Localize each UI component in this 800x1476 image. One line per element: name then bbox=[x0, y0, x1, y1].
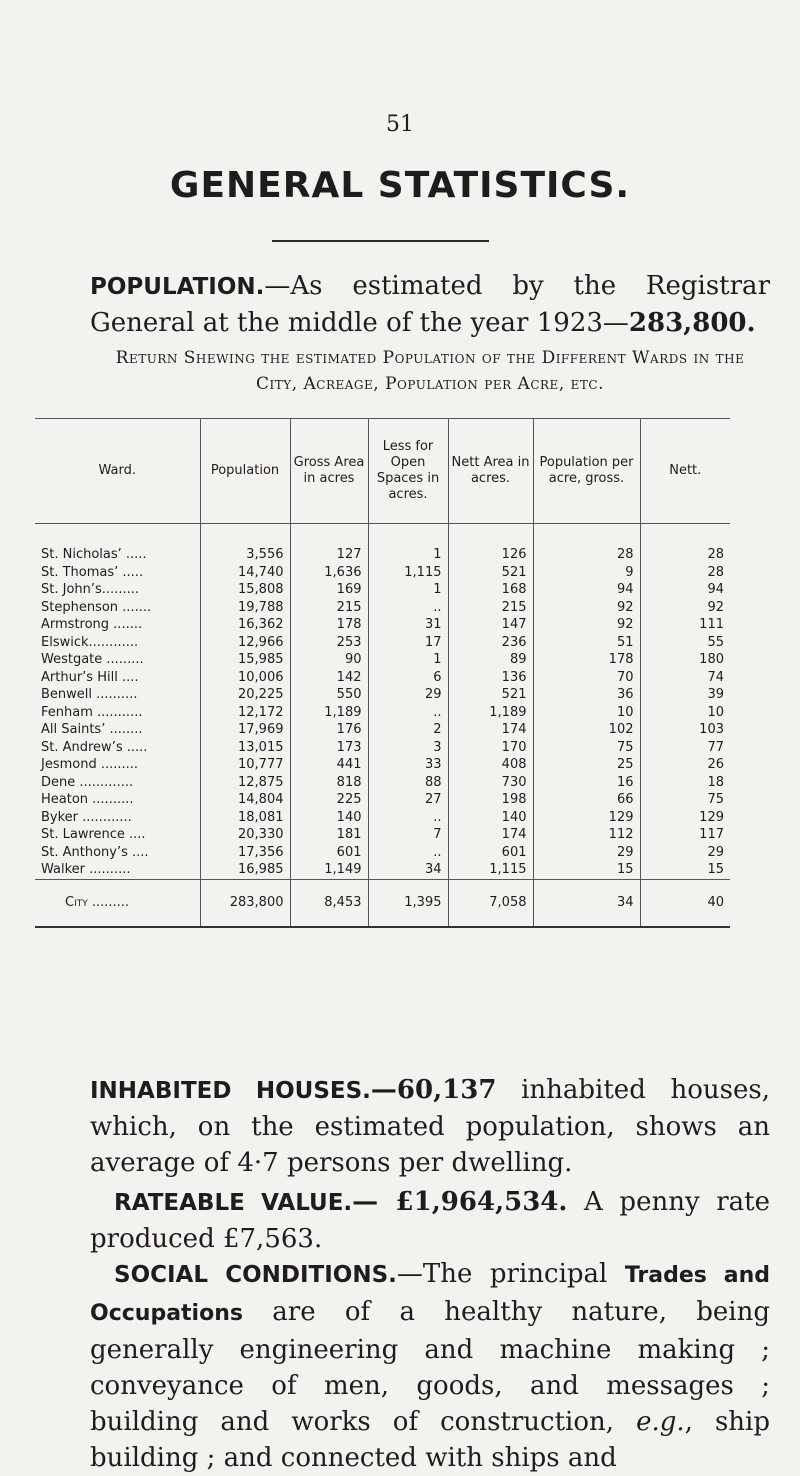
title-rule bbox=[272, 240, 489, 242]
social-eg: e.g. bbox=[636, 1407, 685, 1437]
cell-per-acre-nett: 117 bbox=[699, 827, 724, 843]
social-text-3: , ship building ; and connected with ships and bbox=[90, 1407, 770, 1473]
cell-population: 283,800 bbox=[200, 879, 290, 927]
cell-open-spaces: 29 bbox=[368, 686, 448, 704]
cell-gross-area: 253 bbox=[290, 634, 368, 652]
cell-gross-area: 140 bbox=[290, 809, 368, 827]
header-nett-area: Nett Area in acres. bbox=[448, 419, 533, 524]
cell-per-acre-gross: 10 bbox=[533, 704, 640, 722]
cell-ward: Heaton .......... bbox=[35, 791, 200, 809]
cell-ward: St. Andrew’s ..... bbox=[35, 739, 200, 757]
cell-nett-area: 521 bbox=[448, 686, 533, 704]
cell-open-spaces: 34 bbox=[368, 861, 448, 879]
rateable-paragraph bbox=[90, 1184, 770, 1257]
cell-open-spaces: 1 bbox=[368, 651, 448, 669]
cell-per-acre-gross: 15 bbox=[533, 861, 640, 879]
cell-population: 14,804 bbox=[200, 791, 290, 809]
table-caption: Return Shewing the estimated Population of the Different Wards in the City, Acreage, Population per Acre, etc. bbox=[115, 348, 745, 394]
cell-population: 20,330 bbox=[200, 826, 290, 844]
cell-open-spaces: 1 bbox=[368, 581, 448, 599]
cell-ward: Byker ............ bbox=[35, 809, 200, 827]
cell-ward: Elswick............ bbox=[35, 634, 200, 652]
cell-population: 16,985 bbox=[200, 861, 290, 879]
cell-population: 12,172 bbox=[200, 704, 290, 722]
rateable-figure: — £1,964,534. bbox=[352, 1187, 568, 1217]
cell-nett-area: 1,189 bbox=[448, 704, 533, 722]
cell-ward: Walker .......... bbox=[35, 861, 200, 879]
cell-ward: St. Lawrence .... bbox=[35, 826, 200, 844]
header-nett: Nett. bbox=[640, 419, 730, 524]
table-row bbox=[35, 669, 730, 687]
cell-per-acre-nett: 40 bbox=[640, 879, 730, 927]
table-row bbox=[35, 756, 730, 774]
cell-nett-area: 198 bbox=[448, 791, 533, 809]
cell-gross-area: 142 bbox=[290, 669, 368, 687]
cell-population: 3,556 bbox=[200, 524, 290, 564]
social-paragraph bbox=[90, 1256, 770, 1476]
cell-per-acre-nett: 129 bbox=[699, 809, 724, 825]
cell-open-spaces: .. bbox=[368, 704, 448, 722]
cell-gross-area: 1,636 bbox=[290, 564, 368, 582]
table-header-row bbox=[35, 419, 730, 524]
cell-nett-area: 521 bbox=[448, 564, 533, 582]
cell-open-spaces: 1 bbox=[368, 524, 448, 564]
cell-ward: Dene ............. bbox=[35, 774, 200, 792]
cell-nett-area: 236 bbox=[448, 634, 533, 652]
cell-per-acre-nett: 74 bbox=[707, 669, 724, 685]
cell-per-acre-gross: 25 bbox=[533, 756, 640, 774]
cell-gross-area: 181 bbox=[290, 826, 368, 844]
table-row bbox=[35, 524, 730, 564]
cell-gross-area: 225 bbox=[290, 791, 368, 809]
cell-per-acre-gross: 70 bbox=[533, 669, 640, 687]
inhabited-figure: —60,137 bbox=[370, 1075, 497, 1105]
cell-per-acre-nett: 92 bbox=[707, 599, 724, 615]
social-trades: Trades and Occupations bbox=[90, 1263, 771, 1326]
cell-gross-area: 601 bbox=[290, 844, 368, 862]
cell-per-acre-gross: 9 bbox=[533, 564, 640, 582]
header-population: Population bbox=[200, 419, 290, 524]
cell-per-acre-gross: 92 bbox=[533, 616, 640, 634]
population-table bbox=[35, 418, 730, 928]
cell-per-acre-gross: 36 bbox=[533, 686, 640, 704]
rateable-heading: RATEABLE VALUE. bbox=[114, 1190, 353, 1216]
cell-per-acre-nett: 28 bbox=[707, 564, 724, 580]
cell-gross-area: 176 bbox=[290, 721, 368, 739]
cell-nett-area: 170 bbox=[448, 739, 533, 757]
cell-open-spaces: 7 bbox=[368, 826, 448, 844]
cell-per-acre-gross: 178 bbox=[533, 651, 640, 669]
cell-population: 19,788 bbox=[200, 599, 290, 617]
cell-per-acre-gross: 16 bbox=[533, 774, 640, 792]
cell-gross-area: 8,453 bbox=[290, 879, 368, 927]
header-open-spaces: Less for Open Spaces in acres. bbox=[368, 419, 448, 524]
cell-open-spaces: 33 bbox=[368, 756, 448, 774]
cell-nett-area: 215 bbox=[448, 599, 533, 617]
cell-gross-area: 441 bbox=[290, 756, 368, 774]
table-row bbox=[35, 721, 730, 739]
table-row bbox=[35, 739, 730, 757]
cell-per-acre-gross: 29 bbox=[533, 844, 640, 862]
header-gross-area: Gross Area in acres bbox=[290, 419, 368, 524]
cell-ward: St. Thomas’ ..... bbox=[35, 564, 200, 582]
cell-per-acre-nett: 103 bbox=[699, 722, 724, 738]
cell-open-spaces: 31 bbox=[368, 616, 448, 634]
cell-population: 15,808 bbox=[200, 581, 290, 599]
cell-ward: Fenham ........... bbox=[35, 704, 200, 722]
page-number: 51 bbox=[386, 112, 414, 137]
cell-per-acre-nett: 26 bbox=[707, 757, 724, 773]
cell-open-spaces: 27 bbox=[368, 791, 448, 809]
page-title: GENERAL STATISTICS. bbox=[169, 165, 631, 206]
cell-per-acre-nett: 10 bbox=[707, 704, 724, 720]
table-row bbox=[35, 704, 730, 722]
table-row bbox=[35, 599, 730, 617]
cell-population: 10,777 bbox=[200, 756, 290, 774]
table-row bbox=[35, 581, 730, 599]
table-row bbox=[35, 774, 730, 792]
cell-open-spaces: 3 bbox=[368, 739, 448, 757]
cell-per-acre-nett: 28 bbox=[707, 547, 724, 563]
population-paragraph bbox=[90, 268, 770, 341]
cell-nett-area: 7,058 bbox=[448, 879, 533, 927]
rateable-text: A penny rate produced £7,563. bbox=[90, 1187, 771, 1254]
table-total-row bbox=[35, 879, 730, 927]
cell-per-acre-nett: 55 bbox=[707, 634, 724, 650]
cell-nett-area: 136 bbox=[448, 669, 533, 687]
cell-nett-area: 89 bbox=[448, 651, 533, 669]
cell-ward: Jesmond ......... bbox=[35, 756, 200, 774]
cell-gross-area: 127 bbox=[290, 524, 368, 564]
cell-per-acre-gross: 28 bbox=[533, 524, 640, 564]
cell-gross-area: 818 bbox=[290, 774, 368, 792]
cell-open-spaces: 1,395 bbox=[368, 879, 448, 927]
cell-ward: Stephenson ....... bbox=[35, 599, 200, 617]
cell-per-acre-gross: 92 bbox=[533, 599, 640, 617]
cell-ward: Arthur’s Hill .... bbox=[35, 669, 200, 687]
cell-nett-area: 408 bbox=[448, 756, 533, 774]
table-row bbox=[35, 564, 730, 582]
social-text-1: —The principal bbox=[396, 1259, 625, 1289]
cell-nett-area: 174 bbox=[448, 826, 533, 844]
population-text: —As estimated by the Registrar General at the middle of the year 1923— bbox=[90, 271, 770, 338]
cell-population: 15,985 bbox=[200, 651, 290, 669]
cell-population: 12,966 bbox=[200, 634, 290, 652]
cell-gross-area: 173 bbox=[290, 739, 368, 757]
cell-nett-area: 126 bbox=[448, 524, 533, 564]
cell-open-spaces: 88 bbox=[368, 774, 448, 792]
cell-per-acre-gross: 112 bbox=[533, 826, 640, 844]
cell-nett-area: 147 bbox=[448, 616, 533, 634]
cell-gross-area: 550 bbox=[290, 686, 368, 704]
cell-per-acre-nett: 111 bbox=[699, 617, 724, 633]
cell-open-spaces: 1,115 bbox=[368, 564, 448, 582]
header-population-per-acre: Population per acre, gross. bbox=[533, 419, 640, 524]
cell-per-acre-nett: 75 bbox=[707, 792, 724, 808]
population-figure: 283,800. bbox=[628, 308, 756, 338]
cell-ward: Armstrong ....... bbox=[35, 616, 200, 634]
cell-nett-area: 601 bbox=[448, 844, 533, 862]
cell-per-acre-nett: 18 bbox=[707, 774, 724, 790]
cell-gross-area: 1,149 bbox=[290, 861, 368, 879]
cell-population: 12,875 bbox=[200, 774, 290, 792]
cell-per-acre-gross: 66 bbox=[533, 791, 640, 809]
cell-gross-area: 169 bbox=[290, 581, 368, 599]
cell-population: 16,362 bbox=[200, 616, 290, 634]
population-heading: POPULATION. bbox=[90, 274, 265, 300]
cell-ward: City ......... bbox=[35, 879, 200, 927]
cell-per-acre-nett: 29 bbox=[707, 844, 724, 860]
social-text-2: are of a healthy nature, being generally engineering and machine making ; conveyance of men, goods, and messages ; building and works of construction, bbox=[90, 1297, 770, 1437]
social-heading: SOCIAL CONDITIONS. bbox=[114, 1262, 397, 1288]
cell-gross-area: 178 bbox=[290, 616, 368, 634]
cell-open-spaces: .. bbox=[368, 809, 448, 827]
inhabited-paragraph bbox=[90, 1072, 770, 1181]
cell-open-spaces: .. bbox=[368, 844, 448, 862]
cell-per-acre-gross: 34 bbox=[533, 879, 640, 927]
cell-per-acre-gross: 129 bbox=[533, 809, 640, 827]
cell-nett-area: 730 bbox=[448, 774, 533, 792]
cell-nett-area: 174 bbox=[448, 721, 533, 739]
cell-ward: Benwell .......... bbox=[35, 686, 200, 704]
cell-population: 18,081 bbox=[200, 809, 290, 827]
cell-open-spaces: 2 bbox=[368, 721, 448, 739]
cell-open-spaces: 6 bbox=[368, 669, 448, 687]
cell-per-acre-nett: 94 bbox=[707, 582, 724, 598]
cell-per-acre-gross: 51 bbox=[533, 634, 640, 652]
table-row bbox=[35, 686, 730, 704]
table-row bbox=[35, 791, 730, 809]
cell-per-acre-nett: 180 bbox=[699, 652, 724, 668]
cell-per-acre-gross: 94 bbox=[533, 581, 640, 599]
cell-nett-area: 140 bbox=[448, 809, 533, 827]
cell-ward: Westgate ......... bbox=[35, 651, 200, 669]
cell-ward: St. John’s......... bbox=[35, 581, 200, 599]
cell-gross-area: 90 bbox=[290, 651, 368, 669]
cell-per-acre-gross: 75 bbox=[533, 739, 640, 757]
table-row bbox=[35, 861, 730, 879]
cell-per-acre-nett: 39 bbox=[707, 687, 724, 703]
cell-gross-area: 1,189 bbox=[290, 704, 368, 722]
cell-open-spaces: 17 bbox=[368, 634, 448, 652]
cell-population: 10,006 bbox=[200, 669, 290, 687]
cell-population: 17,356 bbox=[200, 844, 290, 862]
cell-population: 14,740 bbox=[200, 564, 290, 582]
table-row bbox=[35, 616, 730, 634]
table-row bbox=[35, 826, 730, 844]
cell-population: 20,225 bbox=[200, 686, 290, 704]
cell-ward: St. Anthony’s .... bbox=[35, 844, 200, 862]
inhabited-text: inhabited houses, which, on the estimated population, shows an average of 4·7 persons per dwelling. bbox=[90, 1075, 770, 1178]
cell-population: 17,969 bbox=[200, 721, 290, 739]
table-row bbox=[35, 809, 730, 827]
cell-population: 13,015 bbox=[200, 739, 290, 757]
cell-per-acre-nett: 15 bbox=[707, 862, 724, 878]
table-row bbox=[35, 844, 730, 862]
table-row bbox=[35, 651, 730, 669]
cell-ward: St. Nicholas’ ..... bbox=[35, 524, 200, 564]
cell-ward: All Saints’ ........ bbox=[35, 721, 200, 739]
cell-open-spaces: .. bbox=[368, 599, 448, 617]
inhabited-heading: INHABITED HOUSES. bbox=[90, 1078, 371, 1104]
cell-per-acre-gross: 102 bbox=[533, 721, 640, 739]
cell-nett-area: 1,115 bbox=[448, 861, 533, 879]
header-ward: Ward. bbox=[35, 419, 200, 524]
cell-nett-area: 168 bbox=[448, 581, 533, 599]
table-row bbox=[35, 634, 730, 652]
cell-gross-area: 215 bbox=[290, 599, 368, 617]
cell-per-acre-nett: 77 bbox=[707, 739, 724, 755]
